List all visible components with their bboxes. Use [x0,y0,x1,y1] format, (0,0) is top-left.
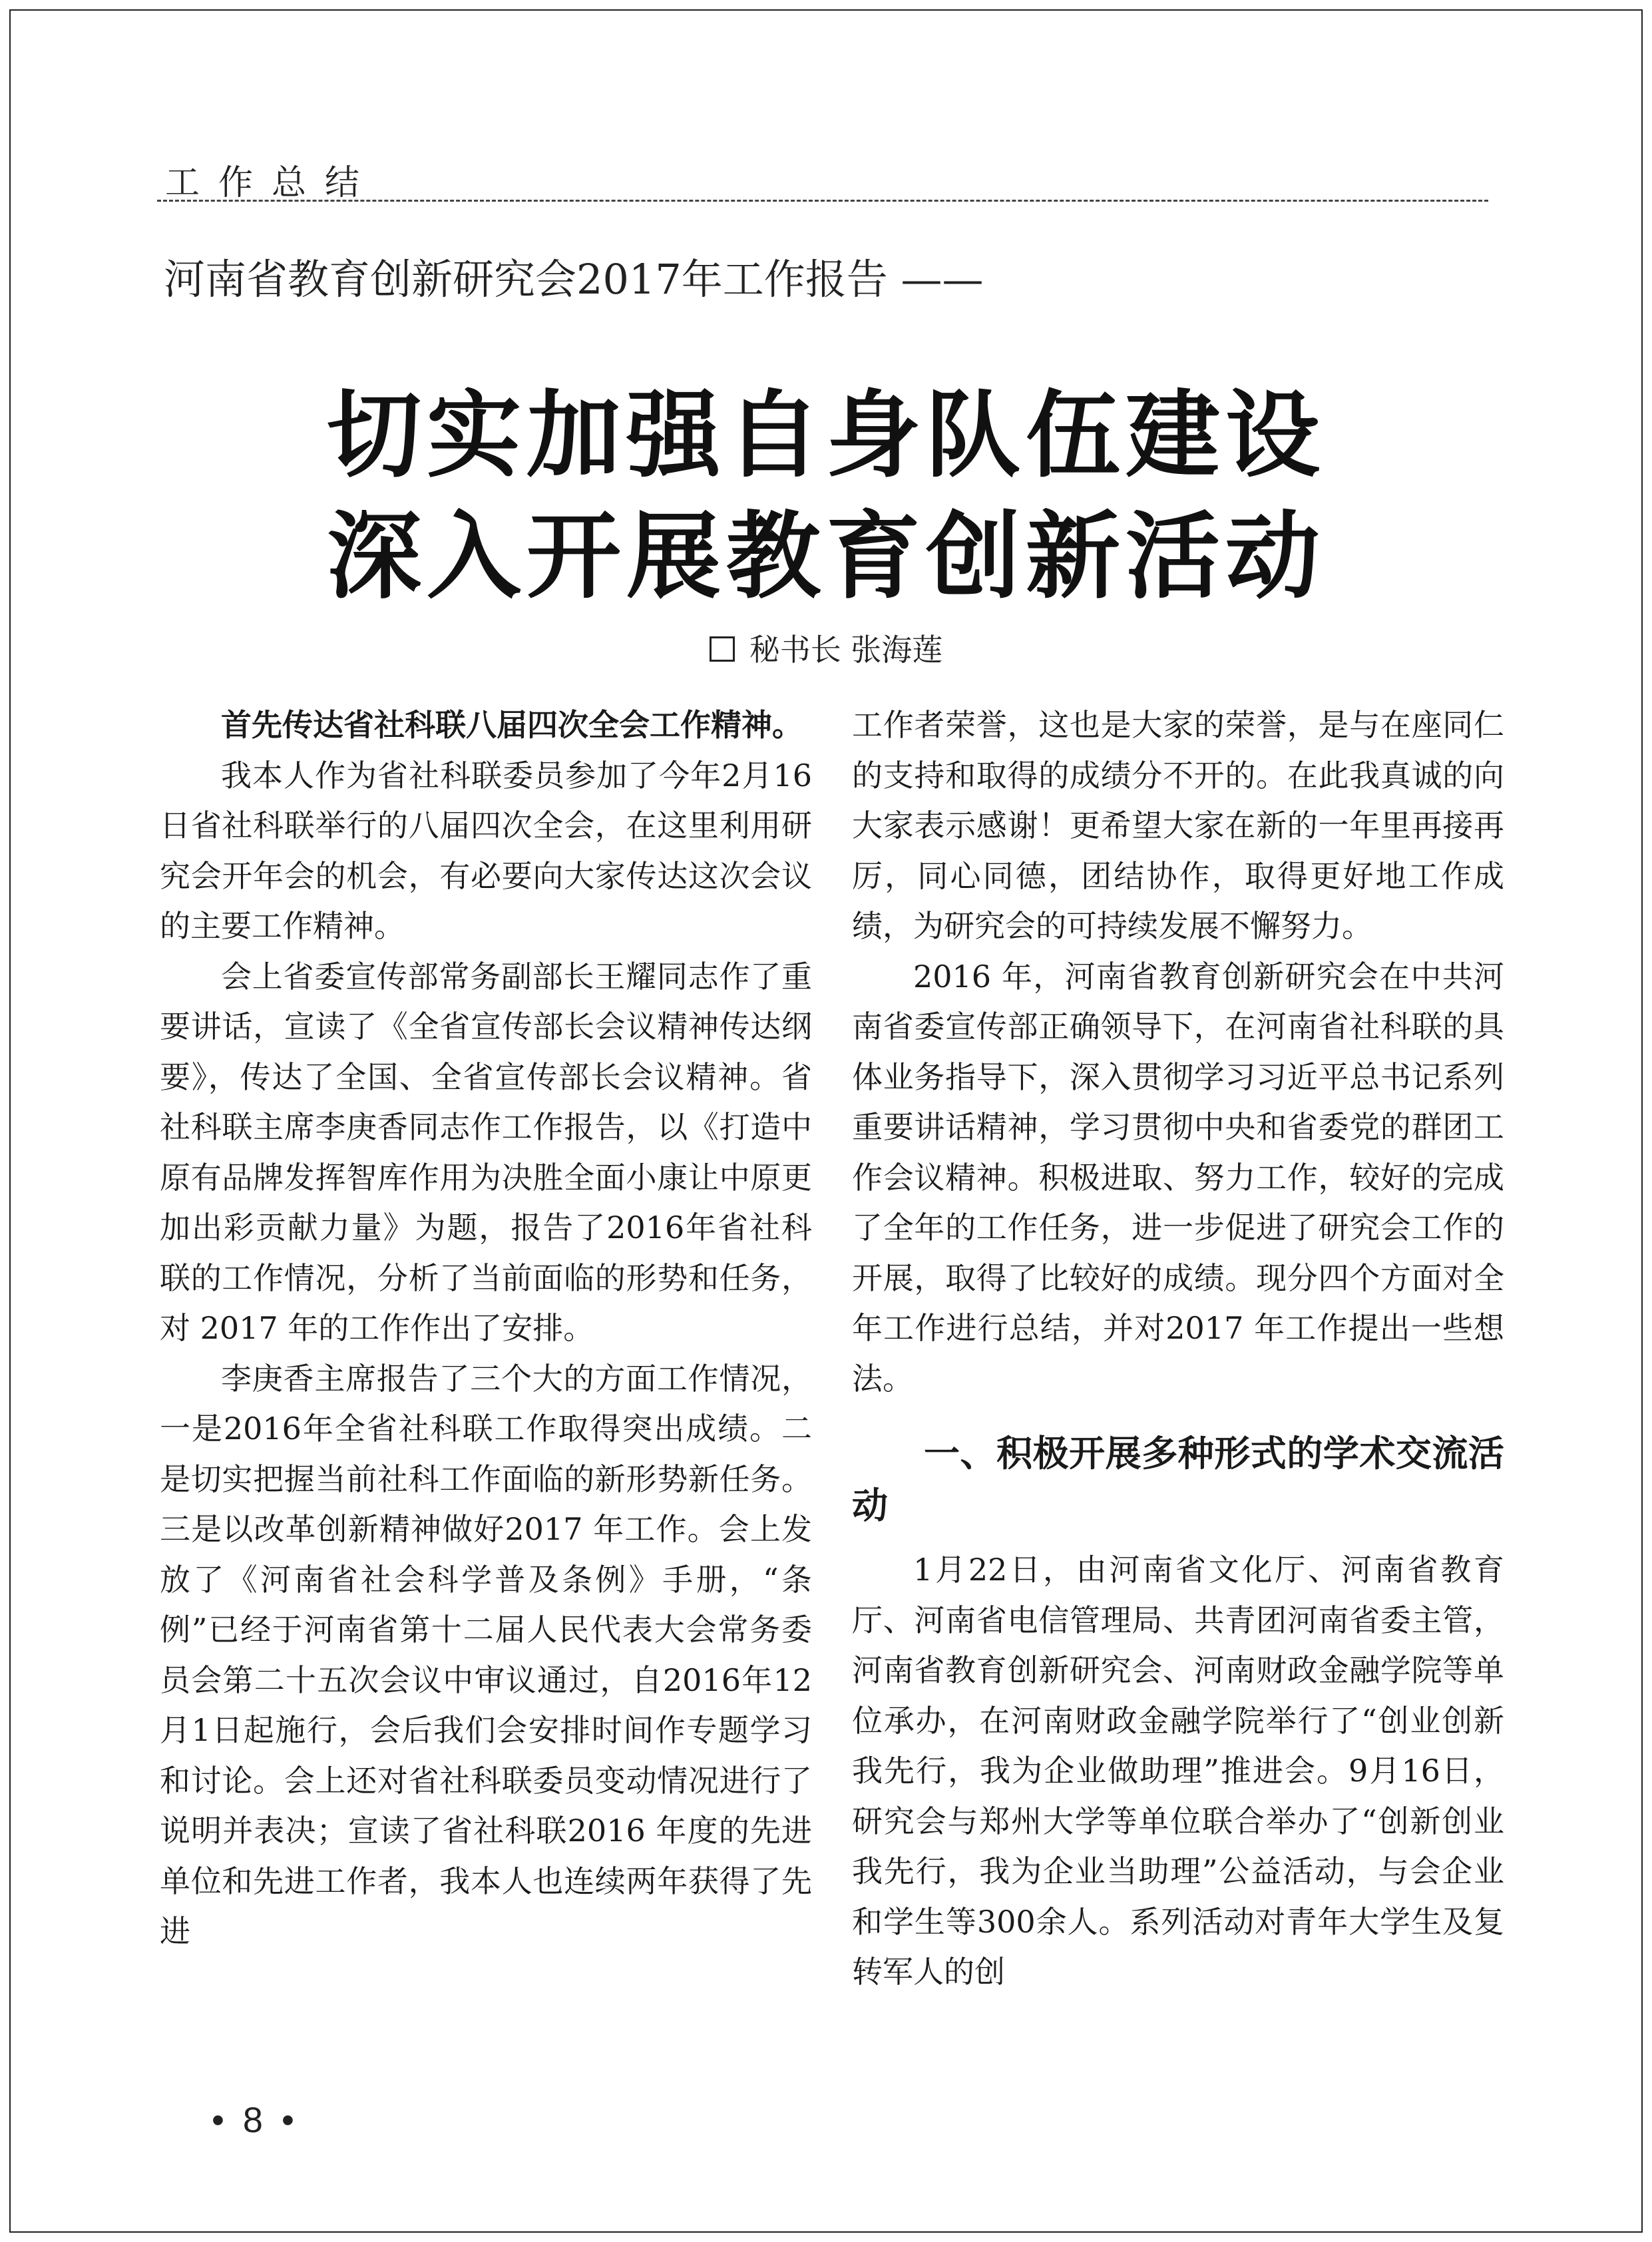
bullet-dot-icon: • [281,2100,294,2140]
section-divider [157,200,1488,202]
paragraph: 李庚香主席报告了三个大的方面工作情况，一是2016年全省社科联工作取得突出成绩。二是切实把握当前社科工作面临的新形势新任务。三是以改革创新精神做好2017 年工作。会上发放了《河南省社会科学普及条例》手册，“条例”已经于河南省第十二届人民代表大会常务委员会第二十五次会议中审议通过，自2016年12 月1日起施行，会后我们会安排时间作专题学习和讨论。会上还对省社科联委员变动情况进行了说明并表决；宣读了省社科联2016 年度的先进单位和先进工作者，我本人也连续两年获得了先进 [160,1360,812,1949]
bullet-dot-icon: • [212,2100,224,2140]
paragraph: 我本人作为省社科联委员参加了今年2月16日省社科联举行的八届四次全会，在这里利用研究会开年会的机会，有必要向大家传达这次会议的主要工作精神。 [160,757,812,944]
paragraph: 1月22日，由河南省文化厅、河南省教育厅、河南省电信管理局、共青团河南省委主管，河南省教育创新研究会、河南财政金融学院等单位承办，在河南财政金融学院举行了“创业创新我先行，我为企业做助理”推进会。9月16日，研究会与郑州大学等单位联合举办了“创新创业我先行，我为企业当助理”公益活动，与会企业和学生等300余人。系列活动对青年大学生及复转军人的创 [852,1552,1504,1990]
page-number [193,2100,313,2141]
article-title-line-1: 切实加强自身队伍建设 [327,381,1325,491]
section-label: 工作总结 [165,163,379,203]
paragraph: 首先传达省社科联八届四次全会工作精神。 [221,707,803,743]
page-number-value: 8 [242,2100,263,2140]
section-heading: 一、积极开展多种形式的学术交流活动 [852,1433,1504,1526]
paragraph: 工作者荣誉，这也是大家的荣誉，是与在座同仁的支持和取得的成绩分不开的。在此我真诚的向大家表示感谢！更希望大家在新的一年里再接再厉，同心同德，团结协作，取得更好地工作成绩，为研究会的可持续发展不懈努力。 [852,707,1504,944]
left-column [160,700,812,1957]
right-column [852,700,1504,1998]
article-title-line-2: 深入开展教育创新活动 [327,502,1325,612]
byline [0,626,1652,670]
article-subtitle: 河南省教育创新研究会2017年工作报告 —— [164,255,984,304]
square-bullet-icon [710,636,735,662]
author: 秘书长 张海莲 [749,632,943,668]
paragraph: 会上省委宣传部常务副部长王耀同志作了重要讲话，宣读了《全省宣传部长会议精神传达纲要》，传达了全国、全省宣传部长会议精神。省社科联主席李庚香同志作工作报告，以《打造中原有品牌发挥智库作用为决胜全面小康让中原更加出彩贡献力量》为题，报告了2016年省社科联的工作情况，分析了当前面临的形势和任务，对 2017 年的工作作出了安排。 [160,958,812,1346]
paragraph: 2016 年，河南省教育创新研究会在中共河南省委宣传部正确领导下，在河南省社科联的具体业务指导下，深入贯彻学习习近平总书记系列重要讲话精神，学习贯彻中央和省委党的群团工作会议精神。积极进取、努力工作，较好的完成了全年的工作任务，进一步促进了研究会工作的开展，取得了比较好的成绩。现分四个方面对全年工作进行总结，并对2017 年工作提出一些想法。 [852,958,1504,1397]
